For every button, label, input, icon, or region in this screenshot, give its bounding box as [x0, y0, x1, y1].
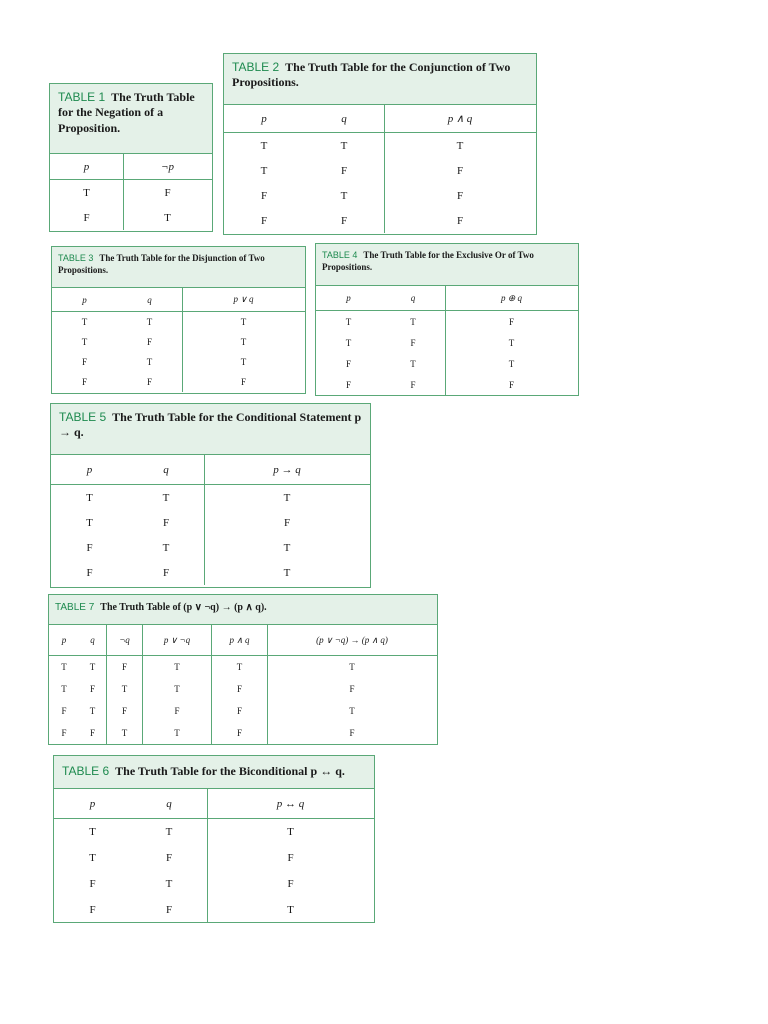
header-row — [52, 288, 305, 312]
table-cell: F — [384, 208, 535, 233]
table-cell: F — [182, 372, 304, 392]
table-grid — [50, 154, 212, 230]
table-row — [52, 332, 305, 352]
table-row — [54, 897, 374, 923]
column-header: q — [147, 294, 152, 305]
table-cell: T — [445, 353, 577, 374]
table-cell: T — [260, 139, 268, 152]
column-header: (p ∨ ¬q) → (p ∧ q) — [267, 625, 436, 655]
table-number: TABLE 7 — [55, 602, 95, 613]
table-cell: T — [142, 722, 211, 744]
table-cell: T — [204, 560, 369, 585]
table-cell: F — [86, 541, 93, 554]
table-cell: F — [211, 700, 267, 722]
table-cell: F — [162, 566, 170, 579]
table-number: TABLE 6 — [62, 764, 110, 778]
table-cell: F — [345, 358, 351, 369]
table-row — [49, 722, 437, 744]
truth-table-1 — [49, 83, 213, 232]
table-cell: T — [165, 826, 173, 838]
table-cell: F — [165, 852, 173, 864]
table-row — [49, 700, 437, 722]
table-cell: T — [89, 662, 96, 672]
column-header: p — [82, 294, 87, 305]
table-cell: F — [207, 845, 373, 871]
table-row — [54, 871, 374, 897]
table-cell: T — [83, 186, 90, 199]
column-header: p ∨ ¬q — [142, 625, 211, 655]
table-cell: F — [123, 180, 211, 205]
table-cell: T — [345, 316, 352, 327]
table-row — [224, 183, 536, 208]
table-row — [49, 678, 437, 700]
table-cell: T — [146, 357, 153, 367]
table-cell: T — [384, 133, 535, 158]
table-cell: F — [83, 211, 90, 224]
table-row — [52, 372, 305, 392]
table-row — [224, 158, 536, 183]
table-row — [49, 656, 437, 678]
column-header: p — [346, 293, 351, 303]
table-row — [54, 819, 374, 845]
table-number: TABLE 5 — [59, 410, 107, 424]
table-row — [50, 180, 212, 205]
header-row — [224, 105, 536, 133]
table-grid — [316, 286, 578, 395]
header-row — [316, 286, 578, 311]
table-cell: T — [211, 656, 267, 678]
table-row — [51, 510, 370, 535]
table-cell: F — [81, 357, 87, 367]
column-header: q — [163, 463, 169, 476]
column-header: q — [341, 112, 347, 125]
table-cell: F — [89, 878, 96, 890]
column-header: q — [90, 635, 95, 645]
column-header: p — [261, 112, 267, 125]
table-cell: F — [345, 379, 351, 390]
table-cell: T — [182, 352, 304, 372]
table-row — [316, 374, 578, 395]
truth-table-2 — [223, 53, 537, 235]
table-cell: F — [165, 904, 173, 916]
table-cell: F — [267, 678, 436, 700]
table-title: The Truth Table of (p ∨ ¬q) → (p ∧ q). — [100, 602, 267, 613]
table-caption — [52, 247, 305, 288]
table-grid — [54, 789, 374, 923]
table-cell: F — [410, 337, 416, 348]
table-cell: F — [204, 510, 369, 535]
table-cell: T — [267, 656, 436, 678]
table-cell: F — [410, 379, 416, 390]
table-title: The Truth Table for the Conditional Statement p → q. — [59, 410, 362, 440]
table-cell: T — [86, 516, 93, 529]
table-cell: F — [89, 904, 96, 916]
column-header: p — [89, 797, 96, 810]
table-title: The Truth Table for the Negation of a Proposition. — [58, 90, 195, 135]
table-title: The Truth Table for the Exclusive Or of Two Propositions. — [322, 250, 534, 272]
table-cell: T — [106, 722, 142, 744]
table-cell: T — [162, 541, 170, 554]
table-cell: F — [260, 214, 268, 227]
table-cell: T — [267, 700, 436, 722]
table-row — [51, 485, 370, 510]
column-header: p ↔ q — [207, 789, 373, 818]
table-cell: T — [142, 656, 211, 678]
column-header: ¬q — [106, 625, 142, 655]
table-cell: F — [61, 728, 67, 738]
table-cell: T — [410, 358, 416, 369]
table-row — [316, 311, 578, 332]
table-row — [224, 208, 536, 233]
table-cell: F — [384, 158, 535, 183]
table-grid — [49, 625, 437, 744]
table-number: TABLE 4 — [322, 250, 358, 260]
table-cell: F — [211, 678, 267, 700]
table-cell: F — [267, 722, 436, 744]
table-cell: F — [146, 377, 152, 387]
table-row — [54, 845, 374, 871]
table-cell: T — [106, 678, 142, 700]
table-row — [224, 133, 536, 158]
table-cell: T — [142, 678, 211, 700]
column-header: q — [410, 293, 416, 303]
table-caption — [51, 404, 370, 455]
table-cell: F — [106, 700, 142, 722]
table-caption — [50, 84, 212, 154]
table-cell: F — [89, 684, 95, 694]
table-cell: T — [260, 164, 268, 177]
table-grid — [224, 105, 536, 233]
table-row — [52, 312, 305, 332]
table-cell: T — [165, 878, 173, 890]
header-row — [54, 789, 374, 819]
table-cell: T — [410, 316, 416, 327]
table-number: TABLE 1 — [58, 90, 106, 104]
column-header: p — [83, 160, 90, 173]
table-cell: T — [182, 312, 304, 332]
table-cell: T — [81, 337, 88, 347]
table-cell: F — [146, 337, 152, 347]
table-cell: T — [182, 332, 304, 352]
table-caption — [49, 595, 437, 625]
table-cell: T — [81, 317, 88, 327]
table-cell: T — [162, 491, 170, 504]
table-cell: T — [123, 205, 211, 230]
table-number: TABLE 2 — [232, 60, 280, 74]
table-cell: T — [204, 535, 369, 560]
column-header: p — [86, 463, 93, 476]
table-cell: T — [340, 189, 348, 202]
column-header: p ∧ q — [384, 105, 535, 132]
table-cell: F — [384, 183, 535, 208]
table-cell: T — [146, 317, 153, 327]
table-cell: F — [106, 656, 142, 678]
table-title: The Truth Table for the Conjunction of Two Propositions. — [232, 60, 511, 90]
header-row — [50, 154, 212, 180]
truth-table-7 — [48, 594, 438, 745]
column-header: p → q — [204, 455, 369, 484]
column-header: p ⊕ q — [445, 286, 577, 310]
table-cell: F — [61, 706, 67, 716]
table-cell: T — [445, 332, 577, 353]
table-cell: F — [445, 311, 577, 332]
table-cell: F — [89, 728, 95, 738]
table-row — [50, 205, 212, 230]
header-row — [51, 455, 370, 485]
table-row — [52, 352, 305, 372]
table-cell: F — [445, 374, 577, 395]
table-row — [51, 535, 370, 560]
table-title: The Truth Table for the Disjunction of Two Propositions. — [58, 253, 265, 275]
header-row — [49, 625, 437, 656]
table-cell: F — [340, 214, 348, 227]
table-cell: F — [162, 516, 170, 529]
table-number: TABLE 3 — [58, 253, 94, 263]
table-cell: T — [89, 706, 96, 716]
table-cell: F — [260, 189, 268, 202]
table-cell: T — [204, 485, 369, 510]
table-grid — [52, 288, 305, 392]
column-header: ¬p — [123, 154, 211, 179]
column-header: p ∧ q — [211, 625, 267, 655]
table-caption — [224, 54, 536, 105]
table-caption — [316, 244, 578, 286]
table-row — [51, 560, 370, 585]
table-cell: F — [207, 871, 373, 897]
truth-table-4 — [315, 243, 579, 396]
table-cell: T — [207, 897, 373, 923]
table-title: The Truth Table for the Biconditional p ↔ q. — [115, 764, 345, 778]
table-cell: T — [345, 337, 352, 348]
table-cell: F — [81, 377, 87, 387]
table-caption — [54, 756, 374, 789]
table-cell: F — [211, 722, 267, 744]
column-header: q — [166, 797, 172, 810]
table-cell: T — [89, 852, 96, 864]
table-cell: T — [61, 684, 67, 694]
table-row — [316, 332, 578, 353]
table-cell: T — [207, 819, 373, 845]
table-cell: T — [89, 826, 96, 838]
table-row — [316, 353, 578, 374]
table-cell: F — [142, 700, 211, 722]
truth-table-5 — [50, 403, 371, 588]
column-header: p — [61, 635, 67, 645]
table-cell: F — [340, 164, 348, 177]
truth-table-6 — [53, 755, 375, 923]
truth-table-3 — [51, 246, 306, 394]
table-cell: T — [340, 139, 348, 152]
table-grid — [51, 455, 370, 585]
column-header: p ∨ q — [182, 288, 304, 311]
table-cell: T — [86, 491, 93, 504]
table-cell: F — [86, 566, 93, 579]
table-cell: T — [61, 662, 67, 672]
